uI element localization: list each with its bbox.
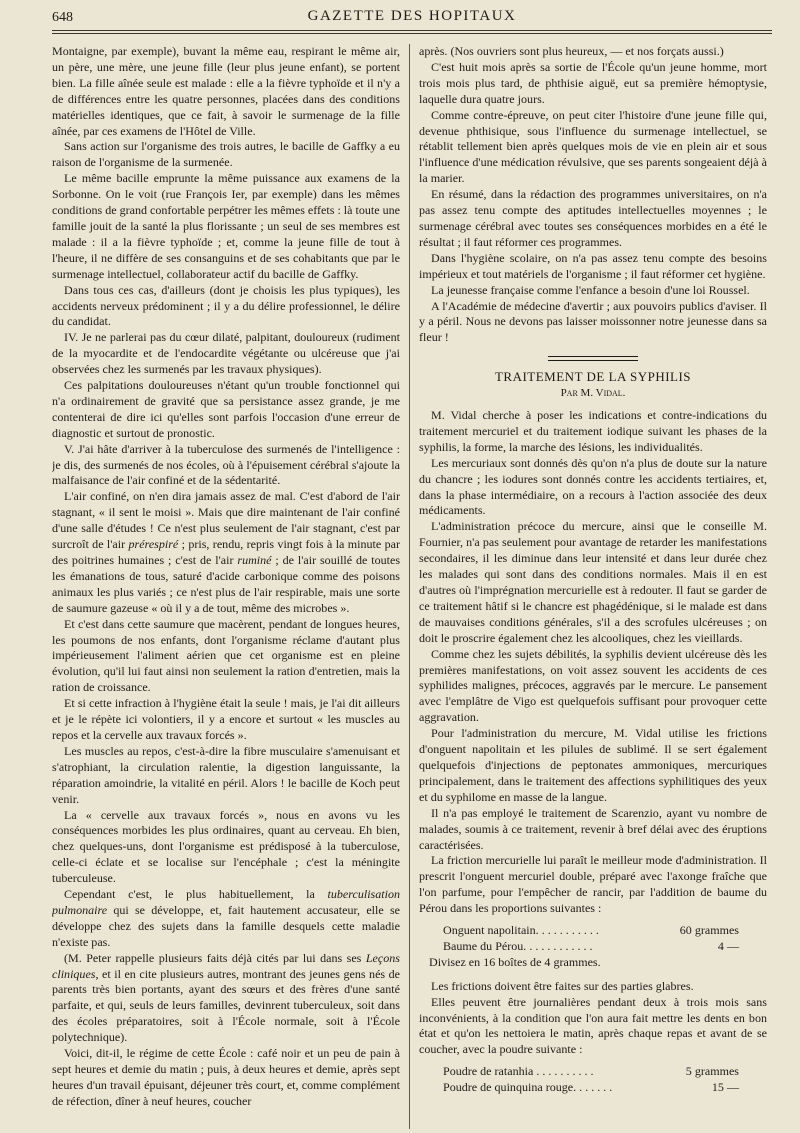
paragraph: après. (Nos ouvriers sont plus heureux, — et nos forçats aussi.) [419,44,724,58]
text-run: , et il en cite plusieurs autres, montrant des jeunes gens nés de parents très bien portants, ayant des sœurs et des frères d'une santé parfaite, et qui, seuls de leurs familles, devinrent tuberculeux, soit dans des écoles préparatoires, soit à l'École normale, soit à l'École polytechnique). [52,966,400,1045]
paragraph: La friction mercurielle lui paraît le meilleur mode d'administration. Il prescrit l'onguent mercuriel double, préparé avec l'axonge fraîche que l'on parfume, pour l'empêcher de rancir, par l'addition de baume du Pérou dans les proportions suivantes : [419,853,767,916]
paragraph: Il n'a pas employé le traitement de Scarenzio, ayant vu nombre de malades, soumis à ce traitement, revenir à bref délai avec des éruptions caractérisées. [419,805,767,852]
text-run: ; pris, rendu, repris vingt fois à la minute par des poitrines humaines ; c'est de l'air [52,537,400,567]
byline: Par M. Vidal. [560,387,626,400]
paragraph: M. Vidal cherche à poser les indications et contre-indications du traitement mercuriel et du traitement iodique suivant les phases de la syphilis, la forme, la marche des lésions, les individualités. [419,408,767,454]
paragraph: C'est huit mois après sa sortie de l'École qu'un jeune homme, mort trois mois plus tard, de phthisie aiguë, eut sa première hémoptysie, laquelle dura quatre jours. [419,59,767,106]
paragraph: Ces palpitations douloureuses n'étant qu'un trouble fonctionnel qui n'a ordinairement de gravité que sa persistance assez grande, je me contenterai de dire ici qu'elles sont parfois l'occasion d'une erreur de diagnostic et surtout de pronostic. [52,378,400,440]
page-header [52,0,772,30]
text-run: L'air confiné, on n'en dira jamais assez de mal. C'est d'abord de l'air stagnant, « il sent le moisi ». Mais que dire maintenant de l'air confiné d'une salle d'études ! Ce n'est plus seulement de l'air stagnant, c'est par surcroît de l'air [52,489,400,552]
paragraph: La jeunesse française comme l'enfance a besoin d'une loi Roussel. [431,282,750,297]
italic-term: tuberculisation pulmonaire [52,887,400,917]
quantity: 15 — [711,1080,739,1095]
paragraph: La « cervelle aux travaux forcés », nous en avons vu les conséquences morbides les plus ordinaires, quant au cerveau. Eh bien, chez quelques-uns, dont l'organisme est prédisposé à la tuberculose, celle-ci éclate et se localise sur l'encéphale ; c'est la méningite tuberculeuse. [52,807,400,886]
italic-term: ruminé [237,553,272,567]
paragraph: Le même bacille emprunte la même puissance aux examens de la Sorbonne. On le voit (rue François Ier, par exemple) dans les mêmes conditions de grand confortable perpétrer les mêmes effets : là toute une famille jouit de la santé la plus florissante ; un seul de ses membres est malade : il a la fièvre typhoïde ; et, comme la jeune fille de tout à l'heure, il ne diffère de ses consanguins et de ses cohabitants que par le surmenage intellectuel, collaborateur actif du bacille de Gaffky. [52,171,401,281]
paragraph: IV. Je ne parlerai pas du cœur dilaté, palpitant, douloureux (rudiment de la myocardite et de l'endocardite végétante ou ulcéreuse que j'ai observées chez les surmenés par les travaux physiques). [52,330,400,377]
formula-row [419,1064,767,1080]
paragraph: A l'Académie de médecine d'avertir ; aux pouvoirs publics d'aviser. Il y a péril. Nous ne devons pas laisser moissonner notre jeunesse dans sa fleur ! [419,298,767,345]
formula-row [419,939,767,955]
paragraph: Pour l'administration du mercure, M. Vidal utilise les frictions d'onguent napolitain et les pilules de sublimé. Il se sert également quelquefois d'injections de peptonates ammoniques, mercuriques principalement, dans le traitement des affections syphilitiques des yeux et du syphilome en masse de la langue. [419,726,767,804]
quantity: 4 — [717,938,739,953]
paragraph: L'administration précoce du mercure, ainsi que le conseille M. Fournier, n'a pas seulement pour avantage de retarder les manifestations secondaires, il les diminue dans leur intensité et dans leur durée chez les malades qui sont dans des conditions normales. Mais il en est d'autres où l'imprégnation mercurielle est à redouter. Il faut se garder de ce traitement hâtif si le chancre est phagédénique, si le malade est dans de mauvaises conditions générales, s'il a des scrofules ulcéreuses ; on doit le proscrire également chez les alcooliques, chez les vieillards. [419,519,767,645]
paragraph: Elles peuvent être journalières pendant deux à trois mois sans inconvénients, à la condition que l'on aura fait mettre les dents en bon état et qu'on les nettoiera le matin, après chaque repas et avant de se coucher, avec la poudre suivante : [419,994,767,1057]
paragraph: Montaigne, par exemple), buvant la même eau, respirant le même air, un père, une mère, une jeune fille (leur plus jeune enfant), se portent bien. La fille aînée seule est malade : elle a la fièvre typhoïde et il n'y a de différences entre les quatre personnes, placées dans des conditions matérielles identiques, que ce fait, à savoir le surmenage de la fille aînée, par ces examens de l'Hôtel de Ville. [52,44,400,138]
paragraph: Les mercuriaux sont donnés dès qu'on n'a plus de doute sur la nature du chancre ; les iodures sont donnés contre les accidents tertiaires, et, dans la phase intermédiaire, on a recours à l'action associée des deux médicaments. [419,455,767,518]
header-rule [52,30,772,34]
ingredient: Baume du Pérou. . . . . . . . . . . . [443,938,593,953]
paragraph [52,951,400,1046]
quantity: 5 grammes [685,1064,739,1079]
formula-note: Divisez en 16 boîtes de 4 grammes. [429,954,601,969]
page-number: 648 [52,10,73,25]
section-separator [419,356,767,361]
article-columns [52,44,772,1129]
paragraph: En résumé, dans la rédaction des programmes universitaires, on n'a pas assez tenu compte des aptitudes intellectuelles moyennes ; le surmenage cérébral avec toutes ses conséquences morbides en a été le résultat ; il faut réformer ces programmes. [419,187,767,249]
paragraph: Voici, dit-il, le régime de cette École : café noir et un peu de pain à sept heures et demie du matin ; puis, à deux heures et demie, après sept heures d'un travail épuisant, déjeuner très court, et, comme complément de réfection, dîner à neuf heures, coucher [52,1046,400,1108]
ingredient: Poudre de quinquina rouge. . . . . . . [443,1080,613,1095]
right-column [410,44,767,1129]
paragraph: Les frictions doivent être faites sur des parties glabres. [431,978,694,993]
paragraph: Dans tous ces cas, d'ailleurs (dont je choisis les plus typiques), les accidents nerveux prédominent ; il y a du délire professionnel, le délire du candidat. [52,282,400,329]
text-run: ; de l'air souillé de toutes les émanations de tous, saturé d'acide carbonique comme des poisons animaux les plus variés ; ce n'est plus de l'air respirable, mais une sorte de saumure gazeuse « où il y a de tout, même des microbes ». [52,553,401,615]
running-title: GAZETTE DES HOPITAUX [307,8,517,24]
formula-row [419,1080,767,1096]
paragraph: Comme contre-épreuve, on peut citer l'histoire d'une jeune fille qui, devenue phthisique, sous l'influence du surmenage intellectuel, se rétablit tellement bien après quelques mois de vie en plein air et sous l'influence d'une médication révulsive, que ses parents songeaient déjà à la marier. [419,107,767,186]
text-run: qui se développe, et, fait hautement accusateur, elle se développe chez des sujets dans la famille desquels cette maladie n'existe pas. [52,902,400,949]
left-column [52,44,409,1129]
formula-row [419,923,767,939]
paragraph: Et si cette infraction à l'hygiène était la seule ! mais, je l'ai dit ailleurs et je le répète ici volontiers, il y a encore et surtout « les muscles au repos et la cervelle aux travaux forcés ». [52,696,400,742]
prescription-formula [419,1064,767,1096]
ingredient: Onguent napolitain. . . . . . . . . . . [443,923,599,938]
paragraph [52,489,400,616]
paragraph: Comme chez les sujets débilités, la syphilis devient ulcéreuse dès les premières manifestations, on voit assez souvent les accidents de ces syphilides malignes, précoces, aggravés par le mercure. Le pansement avec l'emplâtre de Vigo est quelquefois suffisant pour provoquer cette aggravation. [419,646,767,725]
text-run: (M. Peter rappelle plusieurs faits déjà cités par lui dans ses [64,950,366,965]
paragraph: V. J'ai hâte d'arriver à la tuberculose des surmenés de l'intelligence : je dis, des surmenés de nos écoles, où à l'épuisement cérébral s'ajoute la malfaisance de l'air confiné et de la sédentarité. [52,441,400,488]
quantity: 60 grammes [679,923,739,938]
separator-rule [548,356,638,361]
paragraph: Et c'est dans cette saumure que macèrent, pendant de longues heures, les poumons de nos enfants, dont l'organisme réclame d'autant plus impérieusement l'aliment aérien que cet organisme est en pleine évolution, qu'il lui faut ainsi non seulement la ration d'entretien, mais la ration de croissance. [52,616,400,695]
paragraph: Dans l'hygiène scolaire, on n'a pas assez tenu compte des besoins impérieux et tout matériels de l'organisme ; il faut réformer cet hygiène. [419,250,767,281]
ingredient: Poudre de ratanhia . . . . . . . . . . [443,1064,594,1079]
paragraph: Les muscles au repos, c'est-à-dire la fibre musculaire s'amenuisant et s'atrophiant, la circulation ralentie, la digestion languissante, la réparation amoindrie, la vitalité en péril. Alors ! le bacille de Koch peut venir. [52,743,400,806]
section-title: TRAITEMENT DE LA SYPHILIS [494,369,692,385]
italic-term: Leçons cliniques [52,950,400,981]
italic-term: prérespiré [128,537,179,552]
text-run: Cependant c'est, le plus habituellement, la [64,887,328,902]
paragraph: Sans action sur l'organisme des trois autres, le bacille de Gaffky a eu raison de l'organisme de la surmenée. [52,139,400,170]
paragraph [52,887,400,951]
prescription-formula [419,923,767,971]
